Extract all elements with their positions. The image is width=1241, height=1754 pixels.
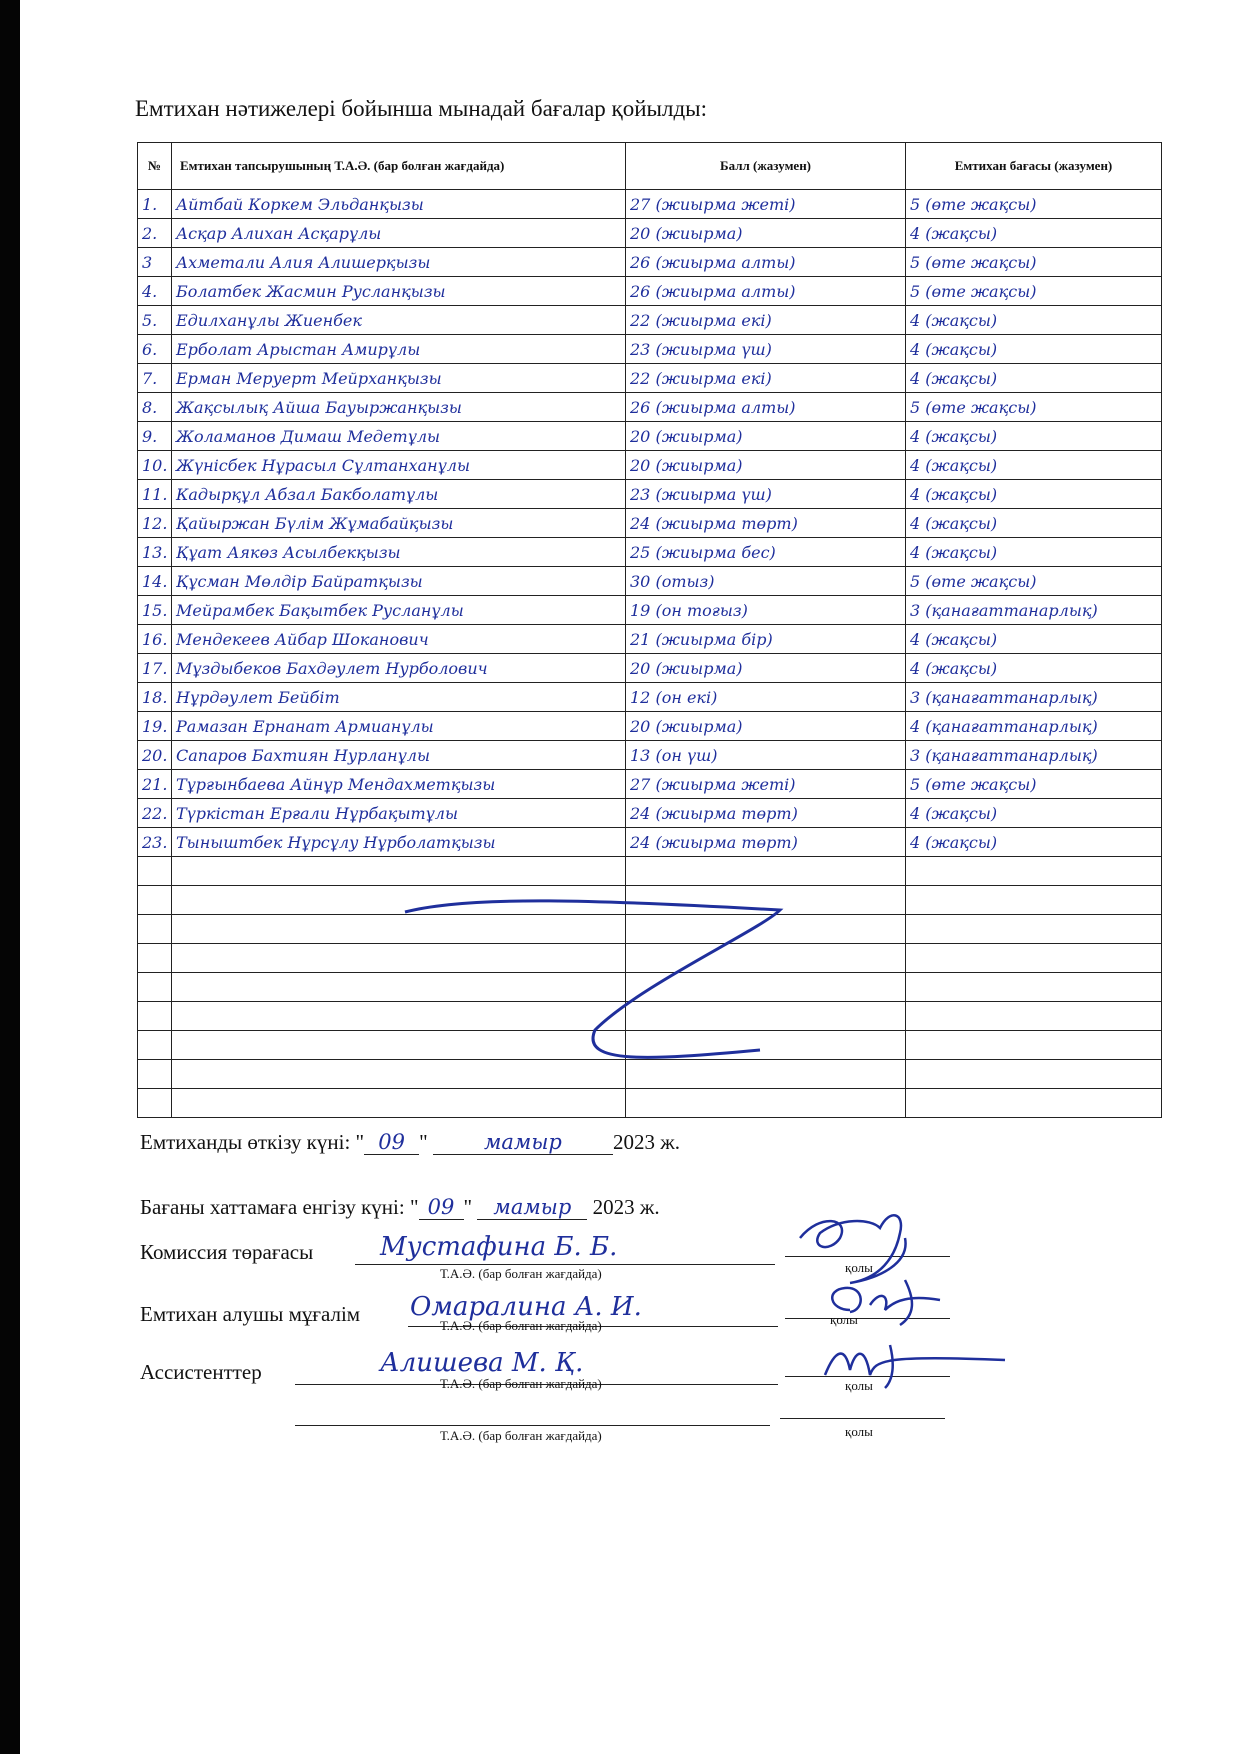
grade-cell: 4 (жақсы) bbox=[906, 364, 1162, 393]
results-heading: Емтихан нәтижелері бойынша мынадай бағалар қойылды: bbox=[135, 96, 708, 121]
table-row bbox=[138, 654, 1162, 683]
entry-date-day: 09 bbox=[419, 1195, 464, 1220]
score-cell: 20 (жиырма) bbox=[626, 219, 906, 248]
table-row bbox=[138, 248, 1162, 277]
empty-table-row bbox=[138, 1002, 1162, 1031]
exam-date-line bbox=[140, 1130, 680, 1155]
empty-cell bbox=[626, 915, 906, 944]
table-row bbox=[138, 364, 1162, 393]
empty-cell bbox=[626, 1060, 906, 1089]
empty-table-row bbox=[138, 973, 1162, 1002]
student-name: Айтбай Коркем Эльданқызы bbox=[172, 190, 626, 219]
entry-date-line bbox=[140, 1195, 660, 1220]
grade-cell: 4 (жақсы) bbox=[906, 422, 1162, 451]
grade-cell: 4 (жақсы) bbox=[906, 654, 1162, 683]
chair-name: Мустафина Б. Б. bbox=[380, 1232, 618, 1262]
empty-cell bbox=[138, 1089, 172, 1118]
score-cell: 27 (жиырма жеті) bbox=[626, 190, 906, 219]
grade-cell: 5 (өте жақсы) bbox=[906, 393, 1162, 422]
student-name: Сапаров Бахтиян Нурланұлы bbox=[172, 741, 626, 770]
exam-date-mid: " bbox=[419, 1130, 428, 1154]
empty-cell bbox=[626, 973, 906, 1002]
col-name-header: Емтихан тапсырушының Т.А.Ә. (бар болған жағдайда) bbox=[172, 143, 626, 190]
student-name: Құат Аякөз Асылбекқызы bbox=[172, 538, 626, 567]
entry-date-label: Бағаны хаттамаға енгізу күні: " bbox=[140, 1195, 419, 1219]
score-cell: 24 (жиырма төрт) bbox=[626, 799, 906, 828]
row-number: 21. bbox=[138, 770, 172, 799]
empty-cell bbox=[626, 857, 906, 886]
row-number: 6. bbox=[138, 335, 172, 364]
entry-date-mid: " bbox=[463, 1195, 473, 1219]
score-cell: 20 (жиырма) bbox=[626, 422, 906, 451]
table-row bbox=[138, 393, 1162, 422]
score-cell: 27 (жиырма жеті) bbox=[626, 770, 906, 799]
table-row bbox=[138, 190, 1162, 219]
exam-date-month: мамыр bbox=[433, 1130, 613, 1155]
extra-name-line bbox=[295, 1425, 770, 1426]
score-cell: 20 (жиырма) bbox=[626, 451, 906, 480]
empty-cell bbox=[172, 1089, 626, 1118]
scan-edge bbox=[0, 0, 20, 1754]
teacher-name: Омаралина А. И. bbox=[410, 1292, 642, 1322]
student-name: Едилханұлы Жиенбек bbox=[172, 306, 626, 335]
grade-cell: 4 (жақсы) bbox=[906, 509, 1162, 538]
score-cell: 21 (жиырма бір) bbox=[626, 625, 906, 654]
grade-cell: 4 (жақсы) bbox=[906, 828, 1162, 857]
grade-cell: 5 (өте жақсы) bbox=[906, 770, 1162, 799]
grade-cell: 4 (жақсы) bbox=[906, 451, 1162, 480]
grade-cell: 3 (қанағаттанарлық) bbox=[906, 596, 1162, 625]
empty-cell bbox=[138, 1002, 172, 1031]
score-cell: 26 (жиырма алты) bbox=[626, 277, 906, 306]
empty-cell bbox=[172, 857, 626, 886]
row-number: 5. bbox=[138, 306, 172, 335]
empty-cell bbox=[138, 944, 172, 973]
student-name: Мендекеев Айбар Шоканович bbox=[172, 625, 626, 654]
table-row bbox=[138, 538, 1162, 567]
empty-cell bbox=[172, 1031, 626, 1060]
row-number: 12. bbox=[138, 509, 172, 538]
extra-sign-line bbox=[780, 1418, 945, 1419]
score-cell: 30 (отыз) bbox=[626, 567, 906, 596]
empty-cell bbox=[906, 1002, 1162, 1031]
student-name: Мейрамбек Бақытбек Русланұлы bbox=[172, 596, 626, 625]
student-name: Тұрғынбаева Айнұр Мендахметқызы bbox=[172, 770, 626, 799]
student-name: Құсман Мөлдір Байратқызы bbox=[172, 567, 626, 596]
empty-cell bbox=[906, 1060, 1162, 1089]
table-row bbox=[138, 683, 1162, 712]
assistants-signature bbox=[815, 1330, 1015, 1390]
exam-date-year: 2023 ж. bbox=[612, 1130, 680, 1154]
empty-cell bbox=[138, 886, 172, 915]
grade-cell: 3 (қанағаттанарлық) bbox=[906, 741, 1162, 770]
empty-cell bbox=[626, 1031, 906, 1060]
student-name: Мұздыбеков Бахдәулет Нурболович bbox=[172, 654, 626, 683]
row-number: 22. bbox=[138, 799, 172, 828]
entry-date-month: мамыр bbox=[477, 1195, 587, 1220]
row-number: 11. bbox=[138, 480, 172, 509]
empty-table-row bbox=[138, 915, 1162, 944]
empty-cell bbox=[906, 944, 1162, 973]
extra-sign-caption: қолы bbox=[845, 1424, 873, 1439]
score-cell: 20 (жиырма) bbox=[626, 654, 906, 683]
chair-name-caption: Т.А.Ә. (бар болған жағдайда) bbox=[440, 1266, 602, 1281]
student-name: Түркістан Ерғали Нұрбақытұлы bbox=[172, 799, 626, 828]
row-number: 23. bbox=[138, 828, 172, 857]
grade-cell: 4 (жақсы) bbox=[906, 219, 1162, 248]
entry-date-year: 2023 ж. bbox=[592, 1195, 660, 1219]
empty-cell bbox=[626, 1089, 906, 1118]
score-cell: 22 (жиырма екі) bbox=[626, 306, 906, 335]
grade-cell: 5 (өте жақсы) bbox=[906, 567, 1162, 596]
row-number: 9. bbox=[138, 422, 172, 451]
empty-cell bbox=[906, 915, 1162, 944]
empty-table-row bbox=[138, 1031, 1162, 1060]
table-row bbox=[138, 306, 1162, 335]
grade-cell: 4 (жақсы) bbox=[906, 480, 1162, 509]
row-number: 15. bbox=[138, 596, 172, 625]
teacher-label: Емтихан алушы мұғалім bbox=[140, 1302, 361, 1326]
empty-cell bbox=[626, 886, 906, 915]
empty-cell bbox=[172, 1002, 626, 1031]
extra-name-caption: Т.А.Ә. (бар болған жағдайда) bbox=[440, 1428, 602, 1443]
results-table bbox=[137, 142, 1162, 1118]
teacher-signature bbox=[820, 1270, 960, 1330]
score-cell: 26 (жиырма алты) bbox=[626, 393, 906, 422]
empty-table-row bbox=[138, 944, 1162, 973]
empty-cell bbox=[138, 915, 172, 944]
empty-cell bbox=[906, 857, 1162, 886]
table-row bbox=[138, 451, 1162, 480]
row-number: 14. bbox=[138, 567, 172, 596]
student-name: Ерболат Арыстан Амирұлы bbox=[172, 335, 626, 364]
grade-cell: 5 (өте жақсы) bbox=[906, 248, 1162, 277]
row-number: 1. bbox=[138, 190, 172, 219]
grade-cell: 4 (жақсы) bbox=[906, 625, 1162, 654]
table-header-row bbox=[138, 143, 1162, 190]
table-row bbox=[138, 567, 1162, 596]
score-cell: 24 (жиырма төрт) bbox=[626, 509, 906, 538]
grade-cell: 4 (жақсы) bbox=[906, 306, 1162, 335]
exam-date-label: Емтиханды өткізу күні: " bbox=[140, 1130, 365, 1154]
row-number: 8. bbox=[138, 393, 172, 422]
score-cell: 22 (жиырма екі) bbox=[626, 364, 906, 393]
student-name: Ерман Меруерт Мейрханқызы bbox=[172, 364, 626, 393]
row-number: 17. bbox=[138, 654, 172, 683]
table-row bbox=[138, 799, 1162, 828]
empty-cell bbox=[172, 944, 626, 973]
empty-cell bbox=[172, 886, 626, 915]
empty-cell bbox=[906, 1089, 1162, 1118]
table-row bbox=[138, 509, 1162, 538]
row-number: 7. bbox=[138, 364, 172, 393]
empty-cell bbox=[906, 1031, 1162, 1060]
empty-cell bbox=[906, 886, 1162, 915]
empty-cell bbox=[138, 1031, 172, 1060]
score-cell: 19 (он тоғыз) bbox=[626, 596, 906, 625]
col-grade-header: Емтихан бағасы (жазумен) bbox=[906, 143, 1162, 190]
empty-table-row bbox=[138, 886, 1162, 915]
empty-cell bbox=[172, 973, 626, 1002]
assistants-sign-caption: қолы bbox=[845, 1378, 873, 1393]
table-row bbox=[138, 277, 1162, 306]
table-row bbox=[138, 625, 1162, 654]
assistants-name-caption: Т.А.Ә. (бар болған жағдайда) bbox=[440, 1376, 602, 1391]
table-row bbox=[138, 741, 1162, 770]
col-number-header: № bbox=[138, 143, 172, 190]
empty-table-row bbox=[138, 1060, 1162, 1089]
student-name: Нұрдәулет Бейбіт bbox=[172, 683, 626, 712]
student-name: Жақсылық Айша Бауыржанқызы bbox=[172, 393, 626, 422]
grade-cell: 4 (қанағаттанарлық) bbox=[906, 712, 1162, 741]
empty-table-row bbox=[138, 1089, 1162, 1118]
table-row bbox=[138, 219, 1162, 248]
col-score-header: Балл (жазумен) bbox=[626, 143, 906, 190]
chair-name-line bbox=[355, 1264, 775, 1265]
empty-table-row bbox=[138, 857, 1162, 886]
student-name: Болатбек Жасмин Русланқызы bbox=[172, 277, 626, 306]
student-name: Жоламанов Димаш Медетұлы bbox=[172, 422, 626, 451]
row-number: 16. bbox=[138, 625, 172, 654]
student-name: Қайыржан Бүлім Жұмабайқызы bbox=[172, 509, 626, 538]
score-cell: 20 (жиырма) bbox=[626, 712, 906, 741]
row-number: 10. bbox=[138, 451, 172, 480]
grade-cell: 4 (жақсы) bbox=[906, 799, 1162, 828]
row-number: 3 bbox=[138, 248, 172, 277]
score-cell: 12 (он екі) bbox=[626, 683, 906, 712]
score-cell: 25 (жиырма бес) bbox=[626, 538, 906, 567]
grade-cell: 4 (жақсы) bbox=[906, 538, 1162, 567]
assistants-name: Алишева М. Қ. bbox=[380, 1348, 584, 1378]
row-number: 18. bbox=[138, 683, 172, 712]
student-name: Кадырқұл Абзал Бакболатұлы bbox=[172, 480, 626, 509]
row-number: 13. bbox=[138, 538, 172, 567]
row-number: 2. bbox=[138, 219, 172, 248]
row-number: 20. bbox=[138, 741, 172, 770]
empty-cell bbox=[138, 857, 172, 886]
table-row bbox=[138, 422, 1162, 451]
student-name: Тыныштбек Нұрсұлу Нұрболатқызы bbox=[172, 828, 626, 857]
empty-cell bbox=[626, 1002, 906, 1031]
empty-cell bbox=[172, 1060, 626, 1089]
exam-date-day: 09 bbox=[364, 1130, 419, 1155]
empty-cell bbox=[138, 1060, 172, 1089]
student-name: Рамазан Ернанат Армианұлы bbox=[172, 712, 626, 741]
table-row bbox=[138, 828, 1162, 857]
grade-cell: 3 (қанағаттанарлық) bbox=[906, 683, 1162, 712]
score-cell: 26 (жиырма алты) bbox=[626, 248, 906, 277]
empty-cell bbox=[906, 973, 1162, 1002]
score-cell: 23 (жиырма үш) bbox=[626, 335, 906, 364]
teacher-name-caption: Т.А.Ә. (бар болған жағдайда) bbox=[440, 1318, 602, 1333]
grade-cell: 5 (өте жақсы) bbox=[906, 190, 1162, 219]
table-row bbox=[138, 770, 1162, 799]
table-row bbox=[138, 480, 1162, 509]
assistants-label: Ассистенттер bbox=[140, 1360, 262, 1384]
table-row bbox=[138, 596, 1162, 625]
grade-cell: 4 (жақсы) bbox=[906, 335, 1162, 364]
row-number: 19. bbox=[138, 712, 172, 741]
empty-cell bbox=[172, 915, 626, 944]
score-cell: 24 (жиырма төрт) bbox=[626, 828, 906, 857]
student-name: Жүнісбек Нұрасыл Сұлтанханұлы bbox=[172, 451, 626, 480]
chair-label: Комиссия төрағасы bbox=[140, 1240, 314, 1264]
table-row bbox=[138, 335, 1162, 364]
student-name: Асқар Алихан Асқарұлы bbox=[172, 219, 626, 248]
score-cell: 23 (жиырма үш) bbox=[626, 480, 906, 509]
empty-cell bbox=[138, 973, 172, 1002]
score-cell: 13 (он үш) bbox=[626, 741, 906, 770]
chair-sign-caption: қолы bbox=[845, 1260, 873, 1275]
grade-cell: 5 (өте жақсы) bbox=[906, 277, 1162, 306]
table-row bbox=[138, 712, 1162, 741]
row-number: 4. bbox=[138, 277, 172, 306]
teacher-sign-caption: қолы bbox=[830, 1312, 858, 1327]
empty-cell bbox=[626, 944, 906, 973]
student-name: Ахметали Алия Алишерқызы bbox=[172, 248, 626, 277]
